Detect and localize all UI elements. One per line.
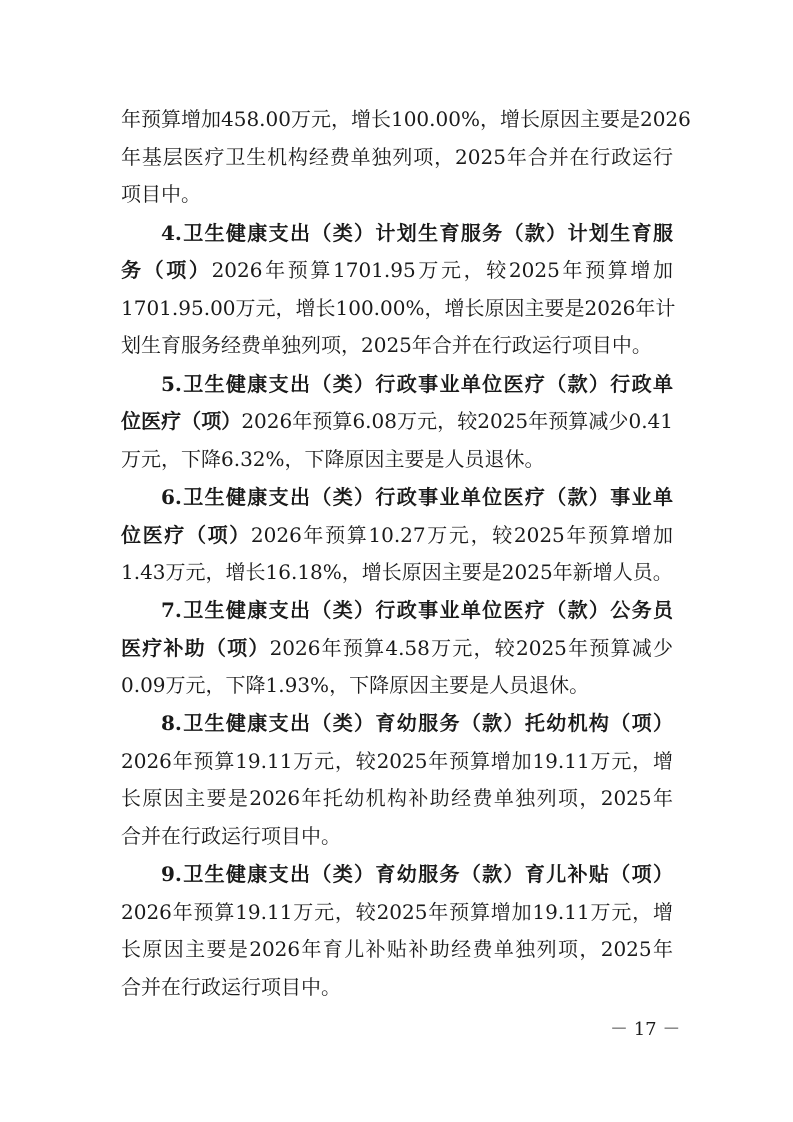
item-6-line-2: 1.43万元，增长16.18%，增长原因主要是2025年新增人员。 [121, 560, 673, 584]
item-8-heading: 8.卫生健康支出（类）育幼服务（款）托幼机构（项） [161, 711, 673, 735]
item-7-line-2: 0.09万元，下降1.93%，下降原因主要是人员退休。 [121, 673, 590, 697]
item-6-line-1 [121, 521, 673, 549]
intro-line-3: 项目中。 [121, 182, 201, 206]
item-9-line-1: 2026年预算19.11万元，较2025年预算增加19.11万元，增 [121, 900, 673, 924]
intro-line-2: 年基层医疗卫生机构经费单独列项，2025年合并在行政运行 [121, 145, 673, 169]
page-number: － 17 － [610, 1019, 681, 1040]
item-5-text-1: 2026年预算6.08万元，较2025年预算减少0.41 [241, 409, 674, 433]
item-4-heading-tail: 务（项） [121, 258, 212, 282]
item-8-line-2: 长原因主要是2026年托幼机构补助经费单独列项，2025年 [121, 786, 673, 810]
item-6-heading-tail: 位医疗（项） [121, 523, 251, 547]
item-4-line-2: 1701.95.00万元，增长100.00%，增长原因主要是2026年计 [121, 296, 676, 320]
item-8-line-1: 2026年预算19.11万元，较2025年预算增加19.11万元，增 [121, 749, 673, 773]
item-7-heading: 7.卫生健康支出（类）行政事业单位医疗（款）公务员 [161, 598, 673, 622]
item-5-line-1 [121, 407, 673, 435]
item-9-line-3: 合并在行政运行项目中。 [121, 975, 341, 999]
item-7-text-1: 2026年预算4.58万元，较2025年预算减少 [269, 636, 674, 660]
item-9-heading: 9.卫生健康支出（类）育幼服务（款）育儿补贴（项） [161, 862, 673, 886]
item-4-line-3: 划生育服务经费单独列项，2025年合并在行政运行项目中。 [121, 333, 652, 357]
item-4-text-1: 2026年预算1701.95万元，较2025年预算增加 [211, 258, 673, 282]
item-5-heading-tail: 位医疗（项） [121, 409, 242, 433]
item-5-line-2: 万元，下降6.32%，下降原因主要是人员退休。 [121, 447, 545, 471]
intro-line-1: 年预算增加458.00万元，增长100.00%，增长原因主要是2026 [121, 107, 691, 131]
item-6-heading: 6.卫生健康支出（类）行政事业单位医疗（款）事业单 [161, 485, 673, 509]
item-8-line-3: 合并在行政运行项目中。 [121, 824, 341, 848]
item-7-line-1 [121, 634, 673, 662]
item-4-line-1 [121, 256, 673, 284]
item-7-heading-tail: 医疗补助（项） [121, 636, 270, 660]
item-6-text-1: 2026年预算10.27万元，较2025年预算增加 [250, 523, 673, 547]
item-4-heading: 4.卫生健康支出（类）计划生育服务（款）计划生育服 [161, 221, 673, 245]
item-5-heading: 5.卫生健康支出（类）行政事业单位医疗（款）行政单 [161, 372, 673, 396]
item-9-line-2: 长原因主要是2026年育儿补贴补助经费单独列项，2025年 [121, 937, 673, 961]
